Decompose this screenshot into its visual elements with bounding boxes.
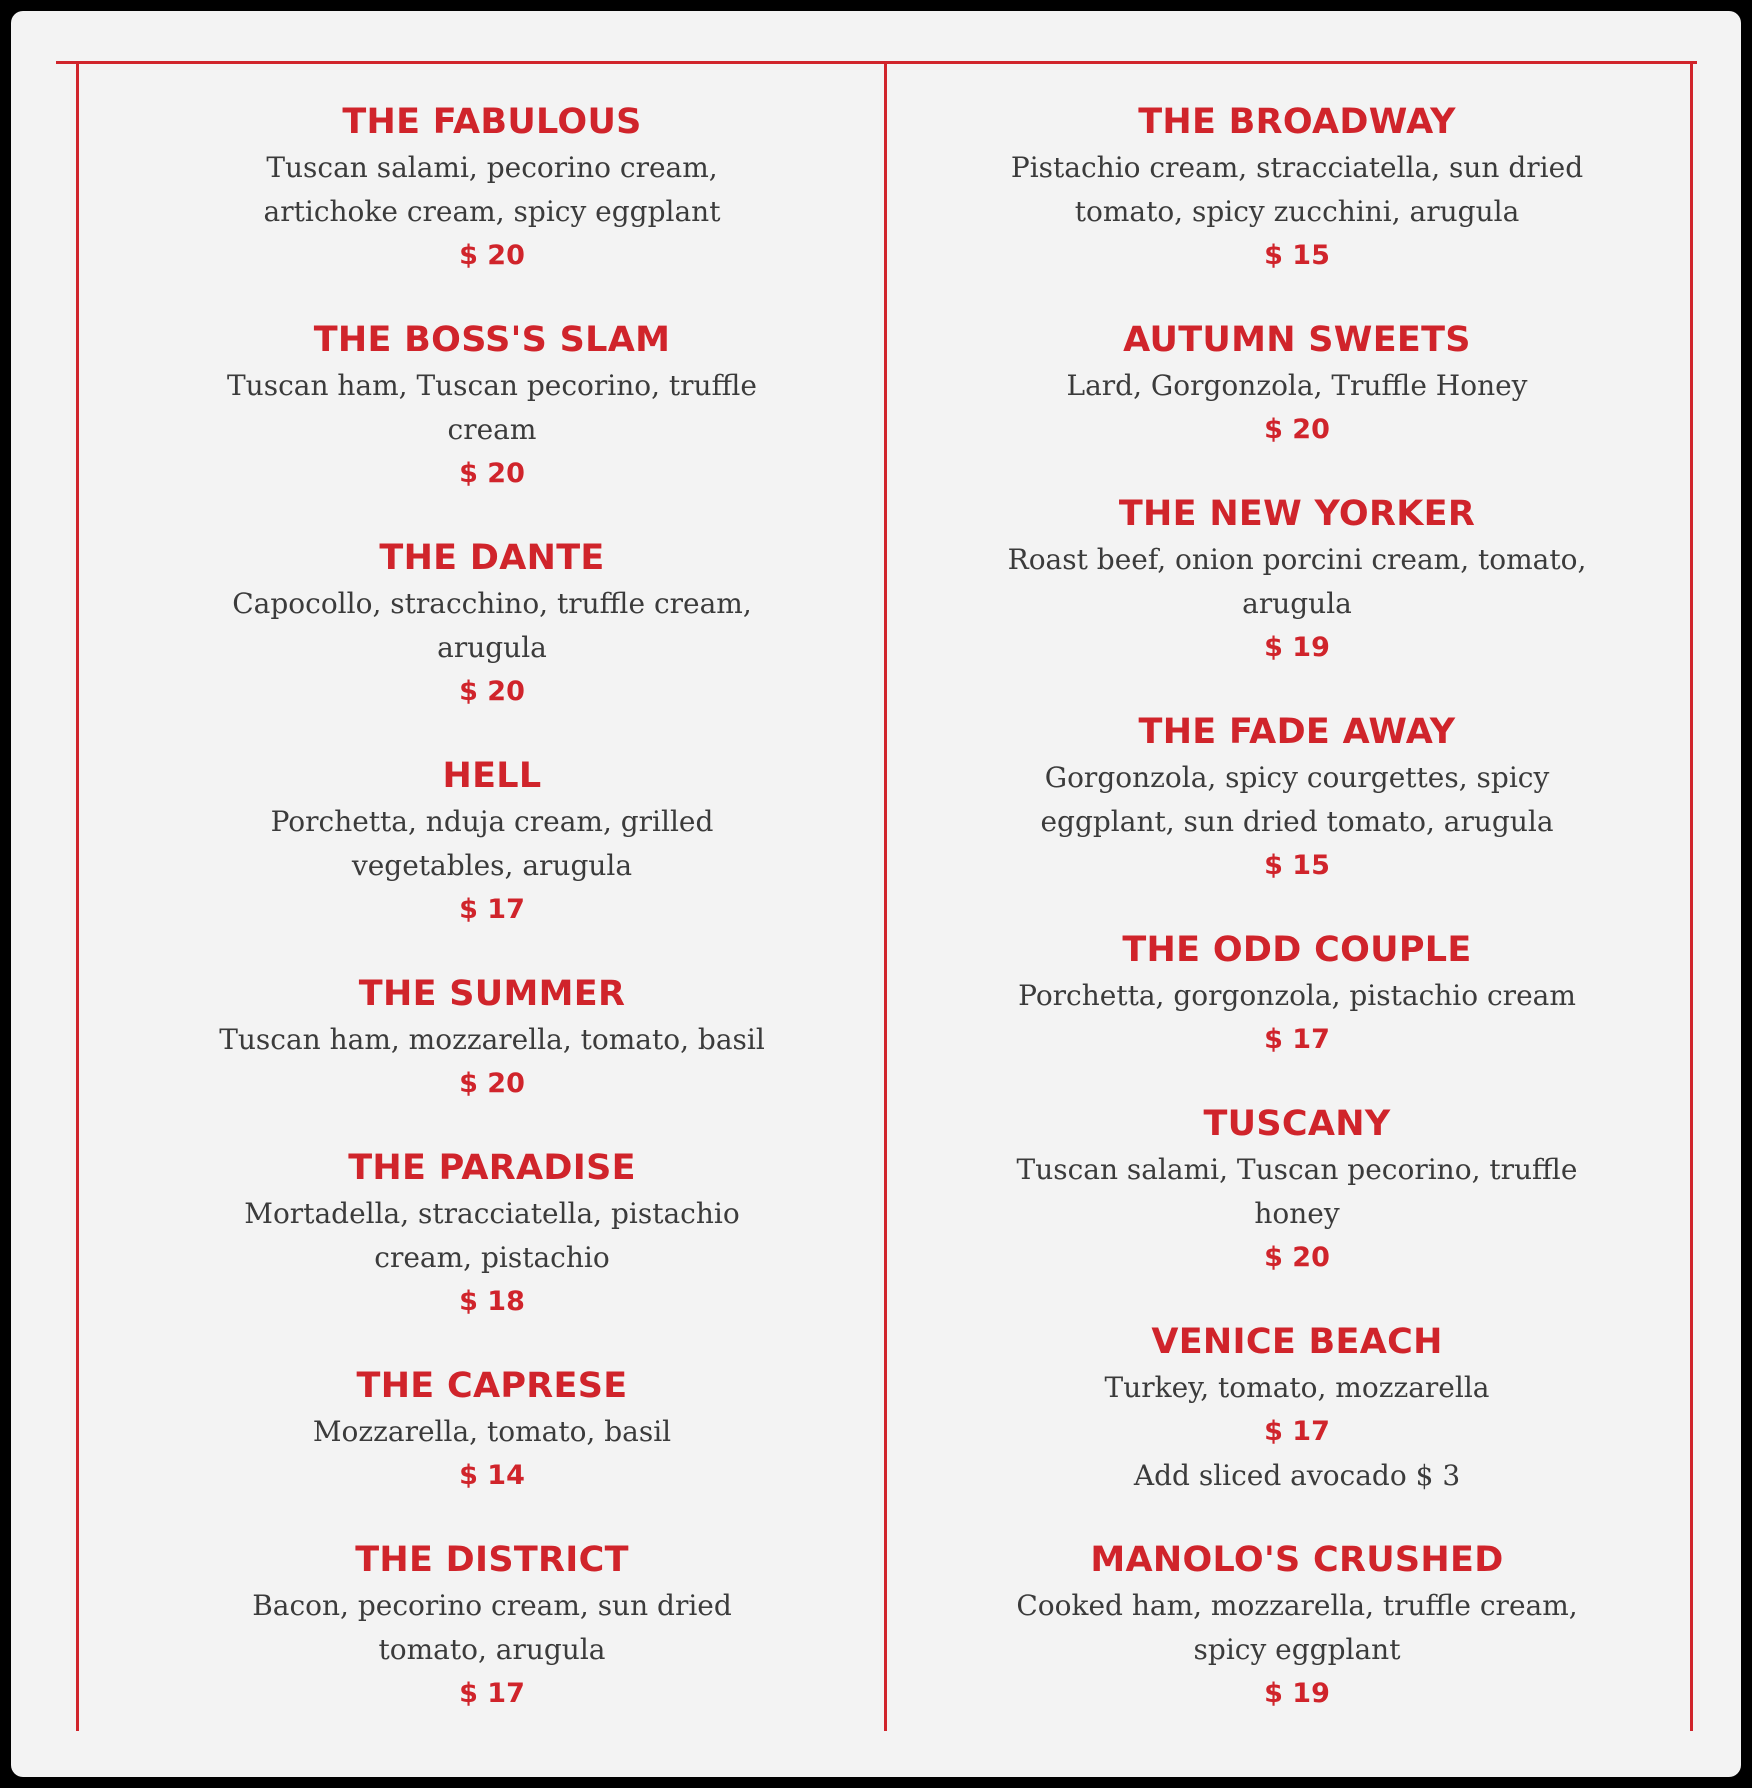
center-rule [884,63,887,1731]
menu-item [172,98,812,278]
menu-item [977,1100,1617,1280]
item-description: Cooked ham, mozzarella, truffle cream, spicy eggplant [1016,1589,1578,1666]
menu-item [977,316,1617,452]
item-description: Tuscan ham, mozzarella, tomato, basil [219,1023,765,1056]
item-name: THE FABULOUS [342,102,642,142]
item-name: THE CAPRESE [356,1366,628,1406]
item-price: $ 19 [1264,1678,1330,1709]
right-rule [1690,63,1693,1731]
item-price: $ 15 [1264,850,1330,881]
item-price: $ 18 [459,1286,525,1317]
item-description: Porchetta, nduja cream, grilled vegetables, arugula [270,805,714,882]
item-price: $ 20 [459,458,525,489]
item-price: $ 20 [459,240,525,271]
menu-column-left [172,98,812,1754]
item-description: Bacon, pecorino cream, sun dried tomato, arugula [252,1589,732,1666]
item-name: THE ODD COUPLE [1122,930,1472,970]
item-name: THE NEW YORKER [1118,494,1476,534]
item-name: THE FADE AWAY [1138,712,1456,752]
item-name: THE PARADISE [348,1148,636,1188]
item-price: $ 20 [459,1068,525,1099]
item-description: Capocollo, stracchino, truffle cream, arugula [232,587,752,664]
item-name: THE BROADWAY [1138,102,1456,142]
item-name: MANOLO'S CRUSHED [1090,1540,1504,1580]
menu-column-right [977,98,1617,1754]
item-description: Turkey, tomato, mozzarella [1104,1371,1490,1404]
menu-item [172,1536,812,1716]
item-name: THE DANTE [379,538,605,578]
item-name: THE SUMMER [358,974,626,1014]
item-description: Tuscan salami, Tuscan pecorino, truffle honey [1016,1153,1578,1230]
item-price: $ 17 [459,894,525,925]
menu-item [172,1362,812,1498]
item-price: $ 20 [1264,414,1330,445]
item-price: $ 14 [459,1460,525,1491]
menu-item [977,98,1617,278]
item-description: Gorgonzola, spicy courgettes, spicy eggplant, sun dried tomato, arugula [1040,761,1554,838]
item-price: $ 17 [1264,1416,1330,1447]
item-description: Pistachio cream, stracciatella, sun dried tomato, spicy zucchini, arugula [1010,151,1584,228]
menu-item [977,926,1617,1062]
menu-item [172,316,812,496]
item-name: AUTUMN SWEETS [1123,320,1471,360]
item-price: $ 19 [1264,632,1330,663]
item-name: HELL [442,756,542,796]
menu-item [172,970,812,1106]
menu-item [977,708,1617,888]
menu-page [11,11,1741,1777]
item-price: $ 17 [1264,1024,1330,1055]
item-price: $ 17 [459,1678,525,1709]
item-price: $ 20 [1264,1242,1330,1273]
menu-item [977,1318,1617,1498]
item-description: Tuscan salami, pecorino cream, artichoke cream, spicy eggplant [263,151,721,228]
menu-item [977,490,1617,670]
item-description: Tuscan ham, Tuscan pecorino, truffle cream [226,369,757,446]
item-price: $ 15 [1264,240,1330,271]
menu-item [172,752,812,932]
item-description: Mortadella, stracciatella, pistachio cream, pistachio [244,1197,740,1274]
item-description: Porchetta, gorgonzola, pistachio cream [1018,979,1576,1012]
item-name: THE DISTRICT [355,1540,629,1580]
top-rule [56,61,1697,64]
left-rule [76,63,79,1731]
item-name: TUSCANY [1203,1104,1391,1144]
item-description: Mozzarella, tomato, basil [312,1415,672,1448]
menu-item [977,1536,1617,1716]
item-name: VENICE BEACH [1151,1322,1443,1362]
item-price: $ 20 [459,676,525,707]
item-description: Lard, Gorgonzola, Truffle Honey [1066,369,1528,402]
item-description: Roast beef, onion porcini cream, tomato, arugula [1007,543,1587,620]
item-name: THE BOSS'S SLAM [313,320,671,360]
menu-item [172,534,812,714]
menu-item [172,1144,812,1324]
item-note: Add sliced avocado $ 3 [1133,1459,1461,1492]
